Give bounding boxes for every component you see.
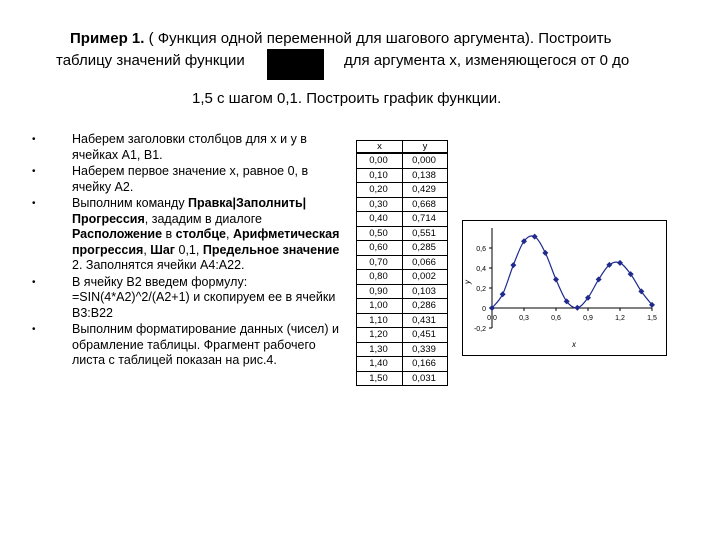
table-row xyxy=(357,168,448,183)
table-row xyxy=(357,270,448,285)
cell-x: 1,30 xyxy=(357,342,403,357)
cell-y: 0,551 xyxy=(403,226,448,241)
y-tick-label: 0,6 xyxy=(476,246,486,253)
table-row xyxy=(357,153,448,168)
cell-y: 0,431 xyxy=(403,313,448,328)
step-text: , xyxy=(226,227,233,241)
table-row xyxy=(357,342,448,357)
chart-svg xyxy=(462,220,667,356)
step-text: Шаг xyxy=(150,242,176,257)
bullet-icon: • xyxy=(32,134,36,145)
bullet-icon: • xyxy=(32,324,36,335)
step-item xyxy=(32,132,350,163)
table-row xyxy=(357,299,448,314)
y-tick-label: -0,2 xyxy=(473,326,486,333)
step-text: Наберем первое значение x, равное 0, в ячейку A2. xyxy=(72,164,309,194)
data-point xyxy=(510,262,516,268)
table-row xyxy=(357,328,448,343)
chart xyxy=(462,220,667,356)
x-tick-label: 0,3 xyxy=(519,315,529,322)
chart-frame xyxy=(463,221,667,356)
table-row xyxy=(357,313,448,328)
step-text: В ячейку B2 введем формулу: =SIN(4*A2)^2/(A2+1) и скопируем ее в ячейки B3:B22 xyxy=(72,274,336,320)
step-text: Выполним форматирование данных (чисел) и обрамление таблицы. Фрагмент рабочего листа с таблицей показан на рис.4. xyxy=(72,322,339,367)
heading-line-2-start: таблицу значений функции xyxy=(56,52,245,69)
cell-x: 1,20 xyxy=(357,328,403,343)
cell-x: 0,20 xyxy=(357,183,403,198)
cell-y: 0,451 xyxy=(403,328,448,343)
step-text: Правка|Заполнить|Прогрессия xyxy=(72,196,307,226)
table-row xyxy=(357,226,448,241)
x-axis-label: x xyxy=(572,340,576,349)
cell-x: 0,50 xyxy=(357,226,403,241)
cell-y: 0,285 xyxy=(403,241,448,256)
cell-y: 0,286 xyxy=(403,299,448,314)
cell-x: 1,50 xyxy=(357,371,403,386)
step-text: столбце xyxy=(175,227,227,241)
column-header-x: x xyxy=(357,141,403,154)
step-item xyxy=(32,164,350,195)
cell-x: 0,10 xyxy=(357,168,403,183)
step-text: Предельное значение xyxy=(202,242,340,257)
data-point xyxy=(553,277,559,283)
table-row xyxy=(357,255,448,270)
y-tick-label: 0 xyxy=(482,306,486,313)
cell-y: 0,668 xyxy=(403,197,448,212)
step-text: в xyxy=(162,227,176,241)
y-tick-label: 0,2 xyxy=(476,286,486,293)
x-tick-label: 0,9 xyxy=(583,315,593,322)
table-row xyxy=(357,284,448,299)
cell-y: 0,339 xyxy=(403,342,448,357)
data-point xyxy=(574,305,580,311)
table-header-row xyxy=(357,141,448,154)
steps-list xyxy=(32,132,350,370)
data-point xyxy=(542,250,548,256)
example-label: Пример 1. xyxy=(70,30,145,47)
formula-image xyxy=(267,49,324,80)
cell-y: 0,714 xyxy=(403,212,448,227)
cell-x: 1,40 xyxy=(357,357,403,372)
step-text: Арифметическая прогрессия xyxy=(72,227,340,257)
step-item xyxy=(32,275,350,322)
bullet-icon: • xyxy=(32,276,36,288)
cell-y: 0,138 xyxy=(403,168,448,183)
cell-y: 0,103 xyxy=(403,284,448,299)
table-row xyxy=(357,197,448,212)
table-row xyxy=(357,212,448,227)
cell-x: 0,90 xyxy=(357,284,403,299)
cell-x: 0,70 xyxy=(357,255,403,270)
x-tick-label: 1,5 xyxy=(647,315,657,322)
cell-x: 0,60 xyxy=(357,241,403,256)
step-item xyxy=(32,322,350,369)
data-point xyxy=(500,291,506,297)
step-text: Наберем заголовки столбцов для x и y в ячейках A1, B1. xyxy=(72,132,307,162)
column-header-y: y xyxy=(403,141,448,154)
cell-x: 0,80 xyxy=(357,270,403,285)
cell-y: 0,002 xyxy=(403,270,448,285)
x-tick-label: 0,6 xyxy=(551,315,561,322)
heading-line-2-end: для аргумента x, изменяющегося от 0 до xyxy=(344,52,630,69)
bullet-icon: • xyxy=(32,198,36,209)
step-text: 0,1, xyxy=(175,242,203,257)
step-text: , xyxy=(143,242,151,257)
bullet-icon: • xyxy=(32,166,36,177)
x-tick-label: 1,2 xyxy=(615,315,625,322)
series-line xyxy=(492,236,652,308)
cell-x: 0,40 xyxy=(357,212,403,227)
cell-x: 1,00 xyxy=(357,299,403,314)
table-row xyxy=(357,183,448,198)
data-point xyxy=(596,276,602,282)
table-row xyxy=(357,241,448,256)
y-axis-label: y xyxy=(463,280,472,284)
step-text: , зададим в диалоге xyxy=(144,211,262,226)
x-tick-label: 0,0 xyxy=(487,315,497,322)
step-text: Выполним команду xyxy=(72,196,189,210)
example-title: ( Функция одной переменной для шагового аргумента). Построить xyxy=(144,30,612,47)
table-row xyxy=(357,371,448,386)
cell-x: 1,10 xyxy=(357,313,403,328)
cell-y: 0,066 xyxy=(403,255,448,270)
cell-y: 0,000 xyxy=(403,153,448,168)
table-row xyxy=(357,357,448,372)
cell-y: 0,429 xyxy=(403,183,448,198)
heading-line-3: 1,5 с шагом 0,1. Построить график функции. xyxy=(192,90,502,107)
cell-y: 0,031 xyxy=(403,371,448,386)
heading-line-1 xyxy=(70,28,611,49)
step-text: Расположение xyxy=(72,227,163,241)
y-tick-label: 0,4 xyxy=(476,266,486,273)
cell-y: 0,166 xyxy=(403,357,448,372)
cell-x: 0,00 xyxy=(357,153,403,168)
cell-x: 0,30 xyxy=(357,197,403,212)
step-text: 2. Заполнятся ячейки A4:A22. xyxy=(72,258,245,272)
step-item xyxy=(32,196,350,274)
data-table xyxy=(356,140,448,386)
